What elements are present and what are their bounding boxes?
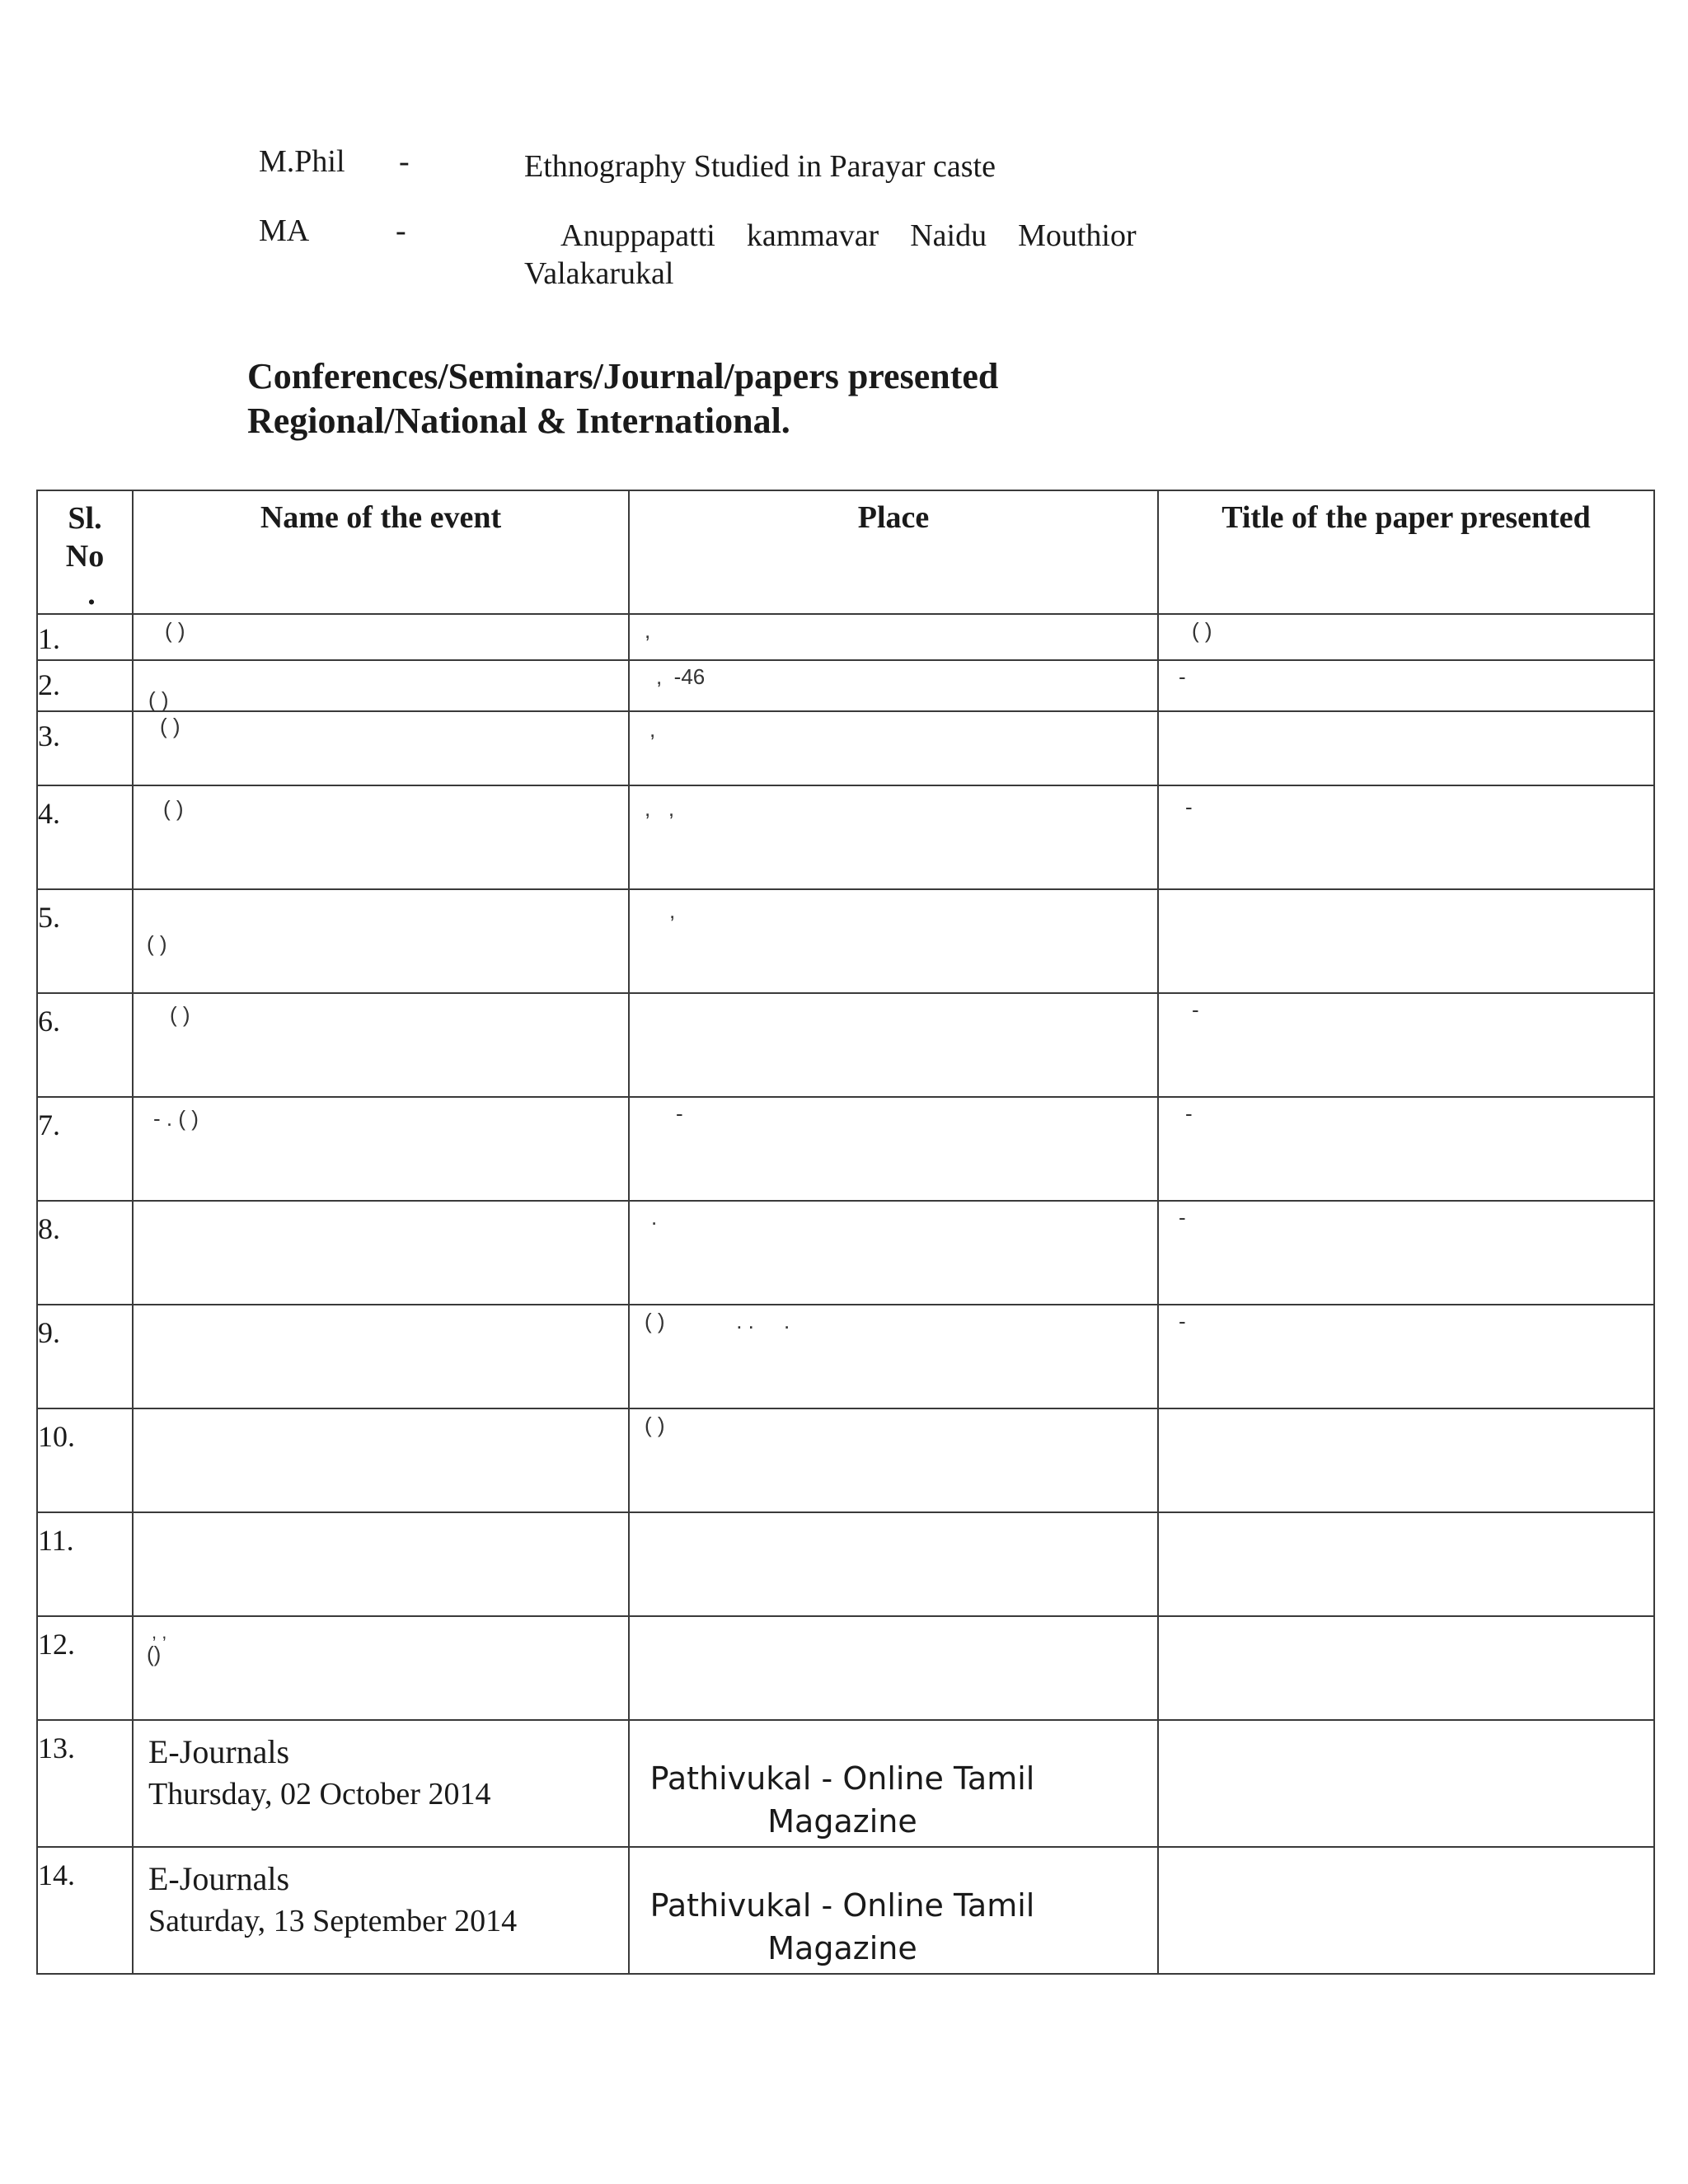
degree-ma-title-line1: Anuppapatti kammavar Naidu Mouthior	[560, 218, 1137, 253]
row-event	[133, 614, 629, 660]
row-sl: 3.	[37, 711, 133, 785]
event-date: Saturday, 13 September 2014	[148, 1904, 518, 1938]
row-title	[1158, 614, 1654, 660]
row-place	[629, 1512, 1158, 1616]
place-text: ( )	[645, 1413, 665, 1437]
row-event	[133, 1408, 629, 1512]
row-sl: 12.	[37, 1616, 133, 1720]
row-title	[1158, 1305, 1654, 1408]
event-text: ( )	[148, 687, 169, 712]
header-sl-line3: .	[87, 577, 96, 612]
degree-ma-label: MA	[259, 213, 310, 248]
row-sl: 10.	[37, 1408, 133, 1512]
events-table	[36, 490, 1655, 1975]
degree-ma-title-line2: Valakarukal	[524, 256, 674, 291]
section-title-line2: Regional/National & International.	[247, 401, 790, 441]
event-text: ( )	[170, 1002, 190, 1027]
table-row	[37, 889, 1654, 993]
title-text: ( )	[1192, 618, 1212, 643]
header-sl-line2: No	[65, 539, 105, 574]
event-text: ( )	[147, 931, 167, 956]
degree-ma-dash: -	[396, 213, 406, 248]
row-place	[629, 711, 1158, 785]
row-title	[1158, 1408, 1654, 1512]
row-event	[133, 1201, 629, 1305]
header-sl-no	[37, 490, 133, 614]
row-place	[629, 889, 1158, 993]
row-place	[629, 1097, 1158, 1201]
title-text: -	[1179, 1205, 1186, 1230]
row-title	[1158, 1201, 1654, 1305]
row-place	[629, 660, 1158, 711]
degree-mphil-dash: -	[399, 144, 410, 179]
row-event	[133, 1305, 629, 1408]
row-sl: 2.	[37, 660, 133, 711]
event-text: ( )	[163, 796, 184, 821]
table-row	[37, 993, 1654, 1097]
event-text: ( )	[165, 618, 185, 643]
table-row	[37, 1512, 1654, 1616]
row-place	[629, 614, 1158, 660]
table-row	[37, 785, 1654, 889]
event-name: E-Journals	[148, 1860, 290, 1897]
row-event	[133, 889, 629, 993]
row-event	[133, 1097, 629, 1201]
place-text: ( ) . . .	[645, 1309, 790, 1333]
place-text	[636, 1848, 1048, 1970]
table-row	[37, 614, 1654, 660]
table-row	[37, 711, 1654, 785]
degree-mphil-title: Ethnography Studied in Parayar caste	[524, 149, 996, 184]
place-text: , -46	[656, 664, 706, 689]
table-row	[37, 1720, 1654, 1847]
row-title	[1158, 993, 1654, 1097]
event-text: ( )	[160, 714, 181, 738]
place-text	[636, 1721, 1048, 1843]
row-sl: 11.	[37, 1512, 133, 1616]
row-event	[133, 1720, 629, 1847]
table-row	[37, 1847, 1654, 1974]
table-row	[37, 660, 1654, 711]
row-place	[629, 1408, 1158, 1512]
place-text: , ,	[645, 796, 675, 821]
place-text: ,	[649, 717, 656, 742]
header-event: Name of the event	[133, 490, 629, 614]
place-text: .	[651, 1205, 658, 1230]
place-text: -	[676, 1101, 683, 1126]
row-place	[629, 1201, 1158, 1305]
row-place	[629, 1305, 1158, 1408]
event-text: - . ( )	[153, 1106, 199, 1131]
row-event	[133, 785, 629, 889]
row-sl: 1.	[37, 614, 133, 660]
title-text: -	[1192, 997, 1199, 1022]
table-row	[37, 1616, 1654, 1720]
row-sl: 14.	[37, 1847, 133, 1974]
table-row	[37, 1097, 1654, 1201]
row-title	[1158, 1720, 1654, 1847]
event-text-line1: , ,	[152, 1622, 167, 1643]
row-place	[629, 1616, 1158, 1720]
title-text: -	[1185, 1101, 1193, 1126]
row-event	[133, 1847, 629, 1974]
place-text: ,	[645, 618, 651, 643]
row-title	[1158, 785, 1654, 889]
row-sl: 8.	[37, 1201, 133, 1305]
place-line1: Pathivukal - Online Tamil	[649, 1760, 1035, 1797]
row-event	[133, 1616, 629, 1720]
degree-mphil-label: M.Phil	[259, 144, 345, 179]
row-event	[133, 660, 629, 711]
title-text: -	[1179, 664, 1186, 689]
row-event	[133, 1512, 629, 1616]
event-name: E-Journals	[148, 1733, 290, 1770]
row-place	[629, 993, 1158, 1097]
row-title	[1158, 1616, 1654, 1720]
header-title: Title of the paper presented	[1158, 490, 1654, 614]
row-title	[1158, 711, 1654, 785]
row-place	[629, 1847, 1158, 1974]
table-row	[37, 1305, 1654, 1408]
row-sl: 9.	[37, 1305, 133, 1408]
row-title	[1158, 660, 1654, 711]
row-title	[1158, 889, 1654, 993]
title-text: -	[1179, 1309, 1186, 1333]
row-sl: 7.	[37, 1097, 133, 1201]
row-title	[1158, 1097, 1654, 1201]
row-place	[629, 785, 1158, 889]
row-sl: 5.	[37, 889, 133, 993]
place-line2: Magazine	[767, 1930, 917, 1966]
header-place: Place	[629, 490, 1158, 614]
header-sl-line1: Sl.	[68, 501, 102, 536]
row-event	[133, 993, 629, 1097]
row-title	[1158, 1512, 1654, 1616]
section-title-line1: Conferences/Seminars/Journal/papers presented	[247, 356, 999, 396]
row-title	[1158, 1847, 1654, 1974]
place-text: ,	[669, 898, 676, 923]
table-row	[37, 1408, 1654, 1512]
event-date: Thursday, 02 October 2014	[148, 1777, 491, 1811]
table-header-row	[37, 490, 1654, 614]
place-line2: Magazine	[767, 1803, 917, 1840]
row-sl: 6.	[37, 993, 133, 1097]
event-text-line2: ()	[147, 1642, 162, 1666]
row-place	[629, 1720, 1158, 1847]
row-sl: 4.	[37, 785, 133, 889]
row-sl: 13.	[37, 1720, 133, 1847]
place-line1: Pathivukal - Online Tamil	[649, 1887, 1035, 1924]
title-text: -	[1185, 794, 1193, 819]
table-row	[37, 1201, 1654, 1305]
row-event	[133, 711, 629, 785]
